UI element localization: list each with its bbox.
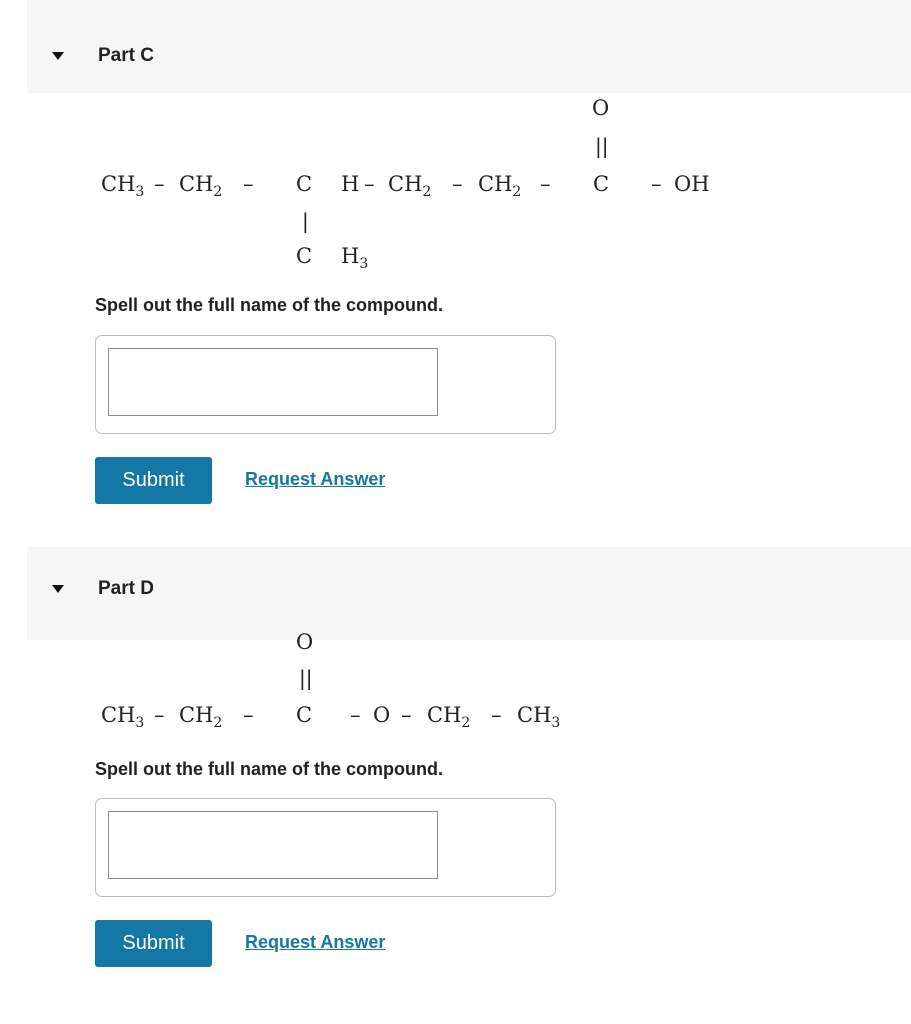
chain-ch3b: $CH_3$: [517, 703, 561, 731]
part-d-prompt: Spell out the full name of the compound.: [95, 759, 443, 779]
part-c-title: Part C: [98, 45, 154, 66]
single-bond: |: [302, 209, 309, 233]
bond-dash: –: [540, 172, 551, 196]
part-d-answer-input[interactable]: [108, 811, 438, 879]
chain-ch2: $CH_2$: [179, 703, 223, 731]
part-d-title: Part D: [98, 578, 154, 599]
carbonyl-oxygen: O: [296, 630, 314, 654]
bond-dash: –: [154, 703, 165, 727]
chain-ch2: $CH_2$: [179, 172, 223, 200]
part-d-answer-box: [95, 798, 556, 897]
collapse-caret-icon[interactable]: [52, 585, 64, 593]
ester-oxygen: O: [373, 703, 391, 727]
part-c-submit-button[interactable]: Submit: [95, 457, 212, 504]
chain-h: H: [341, 172, 360, 196]
chain-ch2c: $CH_2$: [478, 172, 522, 200]
bond-dash: –: [243, 172, 254, 196]
bond-dash: –: [491, 703, 502, 727]
bond-dash: –: [154, 172, 165, 196]
double-bond: ||: [595, 134, 609, 158]
part-d-submit-button[interactable]: Submit: [95, 920, 212, 967]
branch-c: C: [296, 244, 313, 268]
chain-c: C: [296, 172, 313, 196]
carbonyl-carbon: C: [296, 703, 313, 727]
double-bond: ||: [299, 666, 313, 690]
part-c-answer-input[interactable]: [108, 348, 438, 416]
bond-dash: –: [452, 172, 463, 196]
part-c-request-answer-link[interactable]: Request Answer: [245, 469, 386, 489]
part-d-header[interactable]: [27, 547, 911, 640]
carbonyl-carbon: C: [593, 172, 610, 196]
chain-ch3: $CH_3$: [101, 703, 145, 731]
bond-dash: –: [350, 703, 361, 727]
part-c-header[interactable]: [27, 0, 911, 93]
bond-dash: –: [651, 172, 662, 196]
part-d-request-answer-link[interactable]: Request Answer: [245, 932, 386, 952]
bond-dash: –: [243, 703, 254, 727]
chain-ch2b: $CH_2$: [388, 172, 432, 200]
branch-h3: $H_3$: [341, 244, 369, 272]
hydroxyl: OH: [674, 172, 710, 196]
main-chain: $CH_3$: [101, 172, 145, 200]
bond-dash: –: [364, 172, 375, 196]
collapse-caret-icon[interactable]: [52, 52, 64, 60]
part-c-prompt: Spell out the full name of the compound.: [95, 295, 443, 315]
bond-dash: –: [401, 703, 412, 727]
chain-ch2b: $CH_2$: [427, 703, 471, 731]
part-c-answer-box: [95, 335, 556, 434]
carbonyl-oxygen: O: [592, 96, 610, 120]
